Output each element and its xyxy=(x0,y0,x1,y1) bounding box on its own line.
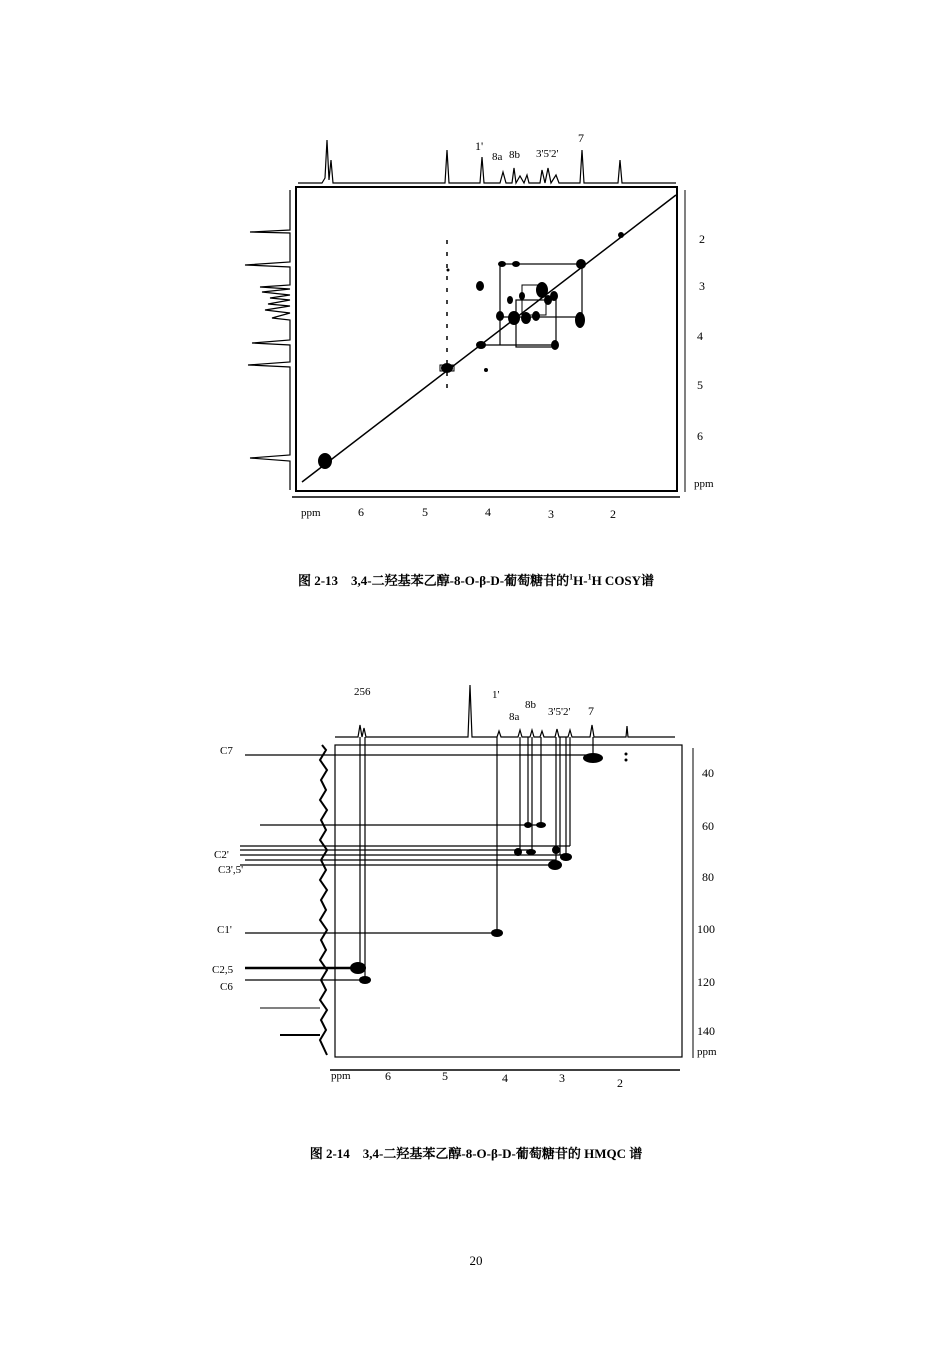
hmqc-peak-label-256: 256 xyxy=(354,686,371,698)
hmqc-peak-label-1prime: 1' xyxy=(492,689,500,701)
cosy-x-tick-6: 6 xyxy=(358,505,364,519)
hmqc-carbon-label-c25: C2,5 xyxy=(212,964,234,976)
hmqc-x-tick-6: 6 xyxy=(385,1069,391,1083)
hmqc-y-tick-140: 140 xyxy=(697,1024,715,1038)
hmqc-x-unit: ppm xyxy=(331,1070,351,1082)
page-number: 20 xyxy=(469,1253,483,1268)
cosy-x-tick-3: 3 xyxy=(548,507,554,521)
cosy-y-tick-5: 5 xyxy=(697,378,703,392)
hmqc-peak-label-8a: 8a xyxy=(509,711,520,723)
hmqc-carbon-label-c2prime: C2' xyxy=(214,849,229,861)
cosy-x-tick-4: 4 xyxy=(485,505,491,519)
cosy-y-tick-2: 2 xyxy=(699,232,705,246)
hmqc-peak-label-7: 7 xyxy=(588,704,594,718)
hmqc-x-tick-2: 2 xyxy=(617,1076,623,1090)
cosy-x-tick-2: 2 xyxy=(610,507,616,521)
cosy-peak-label-8b: 8b xyxy=(509,149,520,161)
cosy-peak-label-7: 7 xyxy=(578,131,584,145)
cosy-peak-label-3p5p2p: 3'5'2' xyxy=(536,148,559,160)
hmqc-x-tick-4: 4 xyxy=(502,1071,508,1085)
cosy-y-tick-3: 3 xyxy=(699,279,705,293)
cosy-y-unit: ppm xyxy=(694,478,714,490)
cosy-y-tick-6: 6 xyxy=(697,429,703,443)
hmqc-peak-label-3p5p2p: 3'5'2' xyxy=(548,706,571,718)
hmqc-carbon-label-c3p5p: C3',5' xyxy=(218,864,244,876)
hmqc-x-tick-3: 3 xyxy=(559,1071,565,1085)
hmqc-x-tick-5: 5 xyxy=(442,1069,448,1083)
hmqc-y-tick-120: 120 xyxy=(697,975,715,989)
cosy-x-unit: ppm xyxy=(301,507,321,519)
hmqc-y-tick-80: 80 xyxy=(702,870,714,884)
cosy-caption: 图 2-13 3,4-二羟基苯乙醇-8-O-β-D-葡萄糖苷的$^1$H-$^1$H COSY谱 xyxy=(297,572,655,588)
hmqc-y-tick-60: 60 xyxy=(702,819,714,833)
cosy-y-tick-4: 4 xyxy=(697,329,703,343)
cosy-peak-label-1prime: 1' xyxy=(475,139,484,153)
hmqc-carbon-label-c6: C6 xyxy=(220,981,233,993)
hmqc-carbon-label-c1prime: C1' xyxy=(217,924,232,936)
cosy-peak-label-8a: 8a xyxy=(492,151,503,163)
cosy-x-tick-5: 5 xyxy=(422,505,428,519)
hmqc-carbon-label-c7: C7 xyxy=(220,745,233,757)
hmqc-y-unit: ppm xyxy=(697,1046,717,1058)
hmqc-caption: 图 2-14 3,4-二羟基苯乙醇-8-O-β-D-葡萄糖苷的 HMQC 谱 xyxy=(309,1146,643,1161)
hmqc-y-tick-100: 100 xyxy=(697,922,715,936)
hmqc-peak-label-8b: 8b xyxy=(525,699,536,711)
hmqc-y-tick-40: 40 xyxy=(702,766,714,780)
